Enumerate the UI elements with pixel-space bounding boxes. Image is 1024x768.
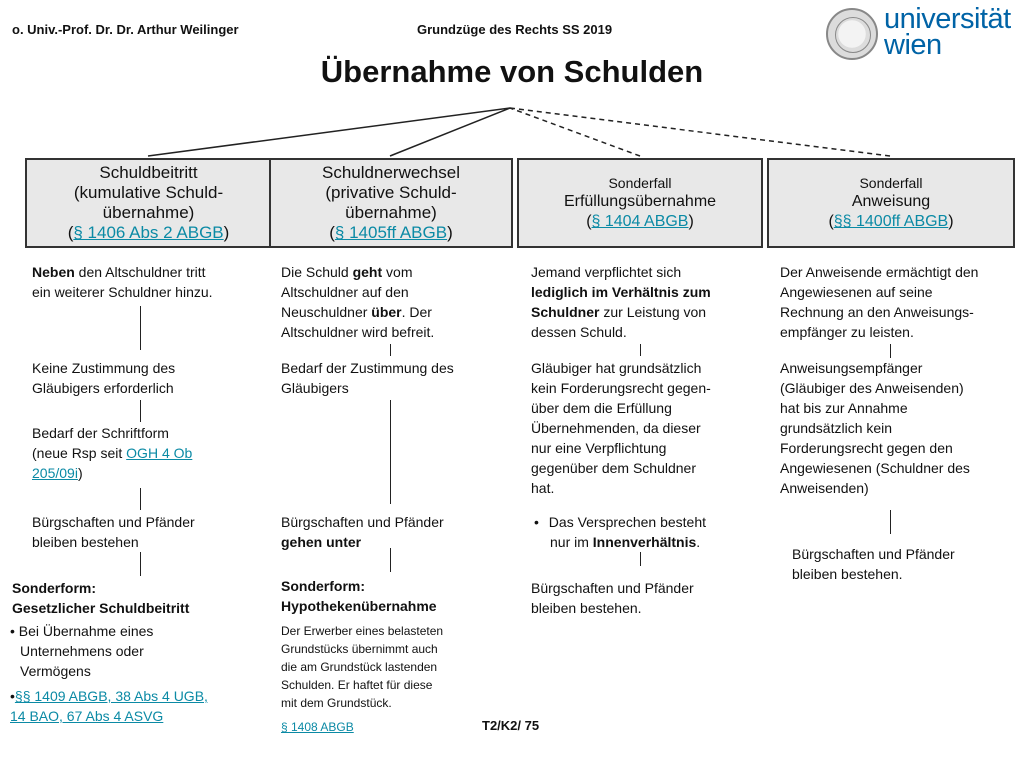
box-schuldbeitritt: Schuldbeitritt (kumulative Schuld- übernahme) (§ 1406 Abs 2 ABGB) <box>25 158 272 248</box>
text: Unternehmens oder <box>20 643 144 659</box>
text: Altschuldner auf den <box>281 284 409 300</box>
bullet: • <box>10 623 15 639</box>
text-block <box>281 512 444 552</box>
text: Rechnung an den Anweisungs- <box>780 304 974 320</box>
text: Hypothekenübernahme <box>281 598 437 614</box>
text: Bürgschaften und Pfänder <box>531 580 694 596</box>
text-block <box>531 262 711 342</box>
text-block <box>281 262 434 342</box>
text: Gläubigers erforderlich <box>32 380 174 396</box>
text-block <box>531 578 694 618</box>
text: Gläubiger hat grundsätzlich <box>531 360 702 376</box>
text: Forderungsrecht gegen den <box>780 440 953 456</box>
text: Altschuldner wird befreit. <box>281 324 435 340</box>
text: Neuschuldner <box>281 304 372 320</box>
text-block <box>12 578 189 618</box>
text-block <box>281 622 443 712</box>
text: Anweisungsempfänger <box>780 360 923 376</box>
connector-col1 <box>148 108 510 156</box>
text: Das Versprechen besteht <box>548 514 707 530</box>
bold-text: Schuldner <box>531 304 600 320</box>
text: Sonderform: <box>281 578 365 594</box>
ref-link-1406[interactable]: § 1406 Abs 2 ABGB <box>73 223 224 242</box>
text: . <box>696 534 701 550</box>
bold-text: geht <box>352 264 383 280</box>
bold-text: lediglich im Verhältnis zum <box>531 284 711 300</box>
connector-bar <box>140 488 141 510</box>
connector-bar <box>390 400 391 504</box>
connector-bar <box>390 344 391 356</box>
bold-text: über <box>371 304 402 320</box>
box-line: Sonderfall <box>859 175 923 191</box>
connector-col4 <box>510 108 890 156</box>
text: Vermögens <box>20 663 91 679</box>
text: Angewiesenen (Schuldner des <box>780 460 970 476</box>
connector-bar <box>890 510 891 534</box>
text: vom <box>382 264 413 280</box>
box-line: Schuldnerwechsel <box>322 163 460 182</box>
ref-link-1409[interactable]: §§ 1409 ABGB, 38 Abs 4 UGB, <box>14 688 208 704</box>
connector-bar <box>890 344 891 358</box>
text: kein Forderungsrecht gegen- <box>531 380 711 396</box>
text: . Der <box>401 304 432 320</box>
connector-bar <box>640 344 641 356</box>
text: die am Grundstück lastenden <box>281 660 438 674</box>
bold-text: gehen unter <box>281 534 362 550</box>
text: Gläubigers <box>281 380 349 396</box>
text-block <box>32 423 192 483</box>
text: ein weiterer Schuldner hinzu. <box>32 284 213 300</box>
text: nur eine Verpflichtung <box>531 440 667 456</box>
logo-line-2: wien <box>884 29 942 61</box>
box-line: (privative Schuld- <box>325 183 457 202</box>
text: den Altschuldner tritt <box>74 264 206 280</box>
text: nur im <box>550 534 593 550</box>
text-block <box>780 358 970 498</box>
box-erfuellungsuebernahme: Sonderfall Erfüllungsübernahme (§ 1404 ABGB) <box>517 158 763 248</box>
text: Sonderform: <box>12 580 96 596</box>
box-line: übernahme) <box>345 203 437 222</box>
connector-bar <box>640 552 641 566</box>
header-course: Grundzüge des Rechts SS 2019 <box>417 22 613 37</box>
bullet: • <box>534 514 539 530</box>
box-schuldnerwechsel: Schuldnerwechsel (privative Schuld- übernahme) (§ 1405ff ABGB) <box>269 158 513 248</box>
text-block <box>32 262 213 302</box>
text: Anweisenden) <box>780 480 869 496</box>
box-line: (kumulative Schuld- <box>73 183 224 202</box>
text: Bürgschaften und Pfänder <box>281 514 444 530</box>
ref-link-1408[interactable]: § 1408 ABGB <box>281 720 354 734</box>
text: mit dem Grundstück. <box>281 696 392 710</box>
page-number: T2/K2/ 75 <box>482 718 540 733</box>
text: Bürgschaften und Pfänder <box>792 546 955 562</box>
text: dessen Schuld. <box>531 324 627 340</box>
page-title: Übernahme von Schulden <box>320 54 704 89</box>
text-block <box>32 358 175 398</box>
text: Der Anweisende ermächtigt den <box>780 264 979 280</box>
box-line: Schuldbeitritt <box>99 163 198 182</box>
text: (Gläubiger des Anweisenden) <box>780 380 964 396</box>
text: Übernehmenden, da dieser <box>531 420 701 436</box>
text-block <box>531 358 711 498</box>
bold-text: Innenverhältnis <box>592 534 697 550</box>
ref-link-ogh-number[interactable]: 205/09i <box>32 465 78 481</box>
bullet-item <box>534 512 706 552</box>
text-block <box>792 544 955 584</box>
text: Die Schuld <box>281 264 353 280</box>
text-block <box>10 621 153 681</box>
text: Schulden. Er haftet für diese <box>281 678 433 692</box>
text-block <box>281 358 454 398</box>
text-block <box>780 262 978 342</box>
box-anweisung: Sonderfall Anweisung (§§ 1400ff ABGB) <box>767 158 1015 248</box>
ref-link-1400[interactable]: §§ 1400ff ABGB <box>833 213 949 230</box>
text: grundsätzlich kein <box>780 420 893 436</box>
text: Bedarf der Zustimmung des <box>281 360 454 376</box>
text-block <box>32 512 195 552</box>
connector-bar <box>140 400 141 422</box>
text: Keine Zustimmung des <box>32 360 176 376</box>
text: bleiben bestehen. <box>531 600 642 616</box>
text: ) <box>77 465 83 481</box>
text: über dem die Erfüllung <box>531 400 672 416</box>
text: zur Leistung von <box>599 304 707 320</box>
text: Bürgschaften und Pfänder <box>32 514 195 530</box>
text-block <box>281 718 354 736</box>
bold-text: Neben <box>32 264 75 280</box>
text: Bedarf der Schriftform <box>32 425 169 441</box>
text: Gesetzlicher Schuldbeitritt <box>12 600 190 616</box>
text: (neue Rsp seit <box>32 445 127 461</box>
text-block <box>10 686 208 726</box>
text: gegenüber dem Schuldner <box>531 460 697 476</box>
text: hat bis zur Annahme <box>780 400 908 416</box>
connector-bar <box>390 548 391 572</box>
text: Der Erwerber eines belasteten <box>281 624 444 638</box>
ref-link-ogh[interactable]: OGH 4 Ob <box>126 445 193 461</box>
text: Angewiesenen auf seine <box>780 284 933 300</box>
connector-col3 <box>510 108 640 156</box>
text: bleiben bestehen <box>32 534 139 550</box>
bullet: • <box>10 688 15 704</box>
connector-bar <box>140 552 141 576</box>
text: bleiben bestehen. <box>792 566 903 582</box>
ref-link-1405[interactable]: § 1405ff ABGB <box>334 223 448 242</box>
text: Grundstücks übernimmt auch <box>281 642 438 656</box>
ref-link-1404[interactable]: § 1404 ABGB <box>591 213 689 230</box>
box-line: übernahme) <box>102 203 195 222</box>
text-block <box>281 576 437 616</box>
box-line: Sonderfall <box>608 175 672 191</box>
connector-bar <box>140 306 141 350</box>
text: Jemand verpflichtet sich <box>531 264 682 280</box>
header-author: o. Univ.-Prof. Dr. Dr. Arthur Weilinger <box>12 22 239 37</box>
text: empfänger zu leisten. <box>780 324 914 340</box>
ref-link-bao[interactable]: 14 BAO, 67 Abs 4 ASVG <box>10 708 164 724</box>
box-line: Anweisung <box>851 193 931 210</box>
box-line: Erfüllungsübernahme <box>563 193 717 210</box>
text: hat. <box>531 480 555 496</box>
logo-line-1: universität <box>884 3 1011 35</box>
text: Bei Übernahme eines <box>18 623 154 639</box>
